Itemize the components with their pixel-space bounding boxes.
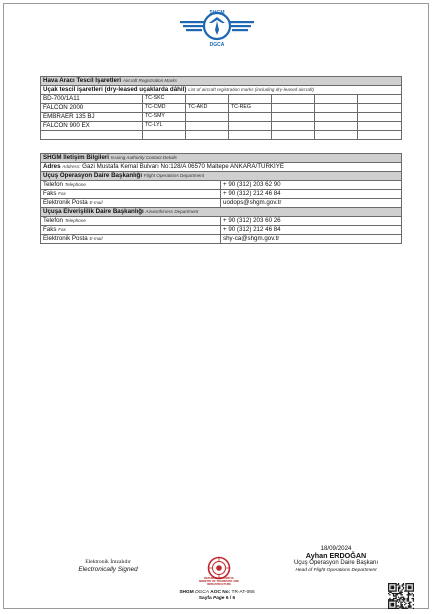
registration-title: Hava Aracı Tescil İşaretleri <box>43 77 122 85</box>
dept2-title-cell <box>41 208 402 217</box>
registration-mark <box>186 95 229 104</box>
signer-block <box>278 545 394 575</box>
registration-mark <box>186 131 229 140</box>
registration-mark <box>272 122 315 131</box>
email-value: uodops@shgm.gov.tr <box>221 199 402 208</box>
aircraft-type: FALCON 2000 <box>41 104 143 113</box>
table-row <box>41 181 402 190</box>
page-label-en: Page <box>213 596 225 601</box>
signed-tr: Elektronik İmzalıdır <box>85 559 131 565</box>
aircraft-type: EMBRAER 135 BJ <box>41 113 143 122</box>
contact-title: SHGM İletişim Bilgileri <box>43 154 110 162</box>
registration-mark <box>358 113 402 122</box>
phone-label-en: Telephone <box>64 218 86 224</box>
table-row <box>41 95 402 104</box>
email-label: Elektronik Posta <box>43 199 88 207</box>
fax-value: + 90 (312) 212 46 84 <box>221 226 402 235</box>
registration-mark: TC-LYL <box>143 122 186 131</box>
registration-mark <box>229 113 272 122</box>
contact-title-en: Issuing Authority Contact Details <box>110 155 177 161</box>
registration-mark <box>358 122 402 131</box>
logo-bottom-text: DGCA <box>209 42 225 48</box>
registration-table <box>40 76 402 140</box>
doc-number-value: TR-AT-065 <box>231 590 255 595</box>
registration-mark: TC-REG <box>229 104 272 113</box>
emblem-text: REPUBLIC OF TÜRKİYE MINISTRY OF TRANSPORT AND INFRASTRUCTURE <box>199 577 239 586</box>
registration-title-en: Aircraft Registration Marks <box>122 78 177 84</box>
doc-prefix-en: DGCA <box>195 590 209 595</box>
contact-title-cell <box>41 154 402 163</box>
aircraft-type: BD-700/1A11 <box>41 95 143 104</box>
table-row <box>41 226 402 235</box>
shgm-logo <box>176 8 258 48</box>
email-label: Elektronik Posta <box>43 235 88 243</box>
electronic-signature-note <box>58 559 158 573</box>
address-value: Gazi Mustafa Kemal Bulvarı No:128/A 06570 Maltepe ANKARA/TÜRKİYE <box>82 163 285 171</box>
registration-mark <box>315 95 358 104</box>
registration-mark <box>186 113 229 122</box>
contact-table <box>40 153 402 244</box>
registration-mark: TC-SMY <box>143 113 186 122</box>
registration-title-cell <box>41 77 402 86</box>
registration-mark <box>315 104 358 113</box>
table-row <box>41 217 402 226</box>
registration-mark <box>315 113 358 122</box>
registration-mark <box>358 95 402 104</box>
registration-mark <box>143 131 186 140</box>
registration-mark <box>272 131 315 140</box>
dept1-title-cell <box>41 172 402 181</box>
email-label-en: E-mail <box>89 236 103 242</box>
table-row <box>41 122 402 131</box>
dept1-name: Uçuş Operasyon Daire Başkanlığı <box>43 172 143 180</box>
table-row <box>41 113 402 122</box>
table-row <box>41 104 402 113</box>
registration-mark <box>186 122 229 131</box>
fax-label-en: Fax <box>58 227 66 233</box>
page-label: Sayfa <box>198 596 212 601</box>
fax-label: Faks <box>43 190 57 198</box>
doc-label: AOC No: <box>210 590 231 595</box>
table-row <box>41 190 402 199</box>
registration-mark <box>272 95 315 104</box>
document-number <box>150 590 284 602</box>
registration-subtitle-cell <box>41 86 402 95</box>
qr-code-icon <box>388 583 414 609</box>
registration-mark <box>272 113 315 122</box>
registration-mark <box>358 104 402 113</box>
phone-label: Telefon <box>43 217 63 225</box>
fax-label-en: Fax <box>58 191 66 197</box>
table-row <box>41 199 402 208</box>
registration-subtitle: Uçak tescil işaretleri (dry-leased uçaklarda dâhil) <box>43 86 187 94</box>
email-value: shy-ca@shgm.gov.tr <box>221 235 402 244</box>
registration-mark: TC-SKC <box>143 95 186 104</box>
address-label: Adres <box>43 163 61 171</box>
aircraft-type <box>41 131 143 140</box>
registration-subtitle-en: List of aircraft registration marks (including dry-leased aircraft) <box>188 87 315 93</box>
email-label-en: E-mail <box>89 200 103 206</box>
address-cell <box>41 163 402 172</box>
phone-label: Telefon <box>43 181 63 189</box>
signer-title: Uçuş Operasyon Daire Başkanı <box>293 559 379 566</box>
address-label-en: Address: <box>62 164 81 170</box>
registration-mark: TC-AKD <box>186 104 229 113</box>
logo-top-text: SHGM <box>209 10 225 16</box>
page-value: 6 / 6 <box>225 596 236 601</box>
registration-mark <box>315 122 358 131</box>
registration-mark <box>229 131 272 140</box>
signer-title-en: Head of Flight Operations Department <box>295 568 377 574</box>
registration-mark <box>272 104 315 113</box>
registration-mark <box>358 131 402 140</box>
phone-label-en: Telephone <box>64 182 86 188</box>
fax-label: Faks <box>43 226 57 234</box>
registration-mark <box>229 95 272 104</box>
dept2-name-en: Airworthiness Department <box>145 209 199 215</box>
registration-mark <box>229 122 272 131</box>
doc-prefix: SHGM <box>179 590 194 595</box>
fax-value: + 90 (312) 212 46 84 <box>221 190 402 199</box>
dept2-name: Uçuşa Elverişlilik Daire Başkanlığı <box>43 208 144 216</box>
table-row <box>41 235 402 244</box>
registration-mark <box>315 131 358 140</box>
phone-value: + 90 (312) 203 60 26 <box>221 217 402 226</box>
registration-mark: TC-CMD <box>143 104 186 113</box>
phone-value: + 90 (312) 203 62 90 <box>221 181 402 190</box>
sign-date: 18/09/2024 <box>320 545 352 552</box>
table-row <box>41 131 402 140</box>
aircraft-type: FALCON 900 EX <box>41 122 143 131</box>
dept1-name-en: Flight Operations Department <box>143 173 205 179</box>
signer-name: Ayhan ERDOĞAN <box>305 551 367 561</box>
signed-en: Electronically Signed <box>78 566 138 573</box>
